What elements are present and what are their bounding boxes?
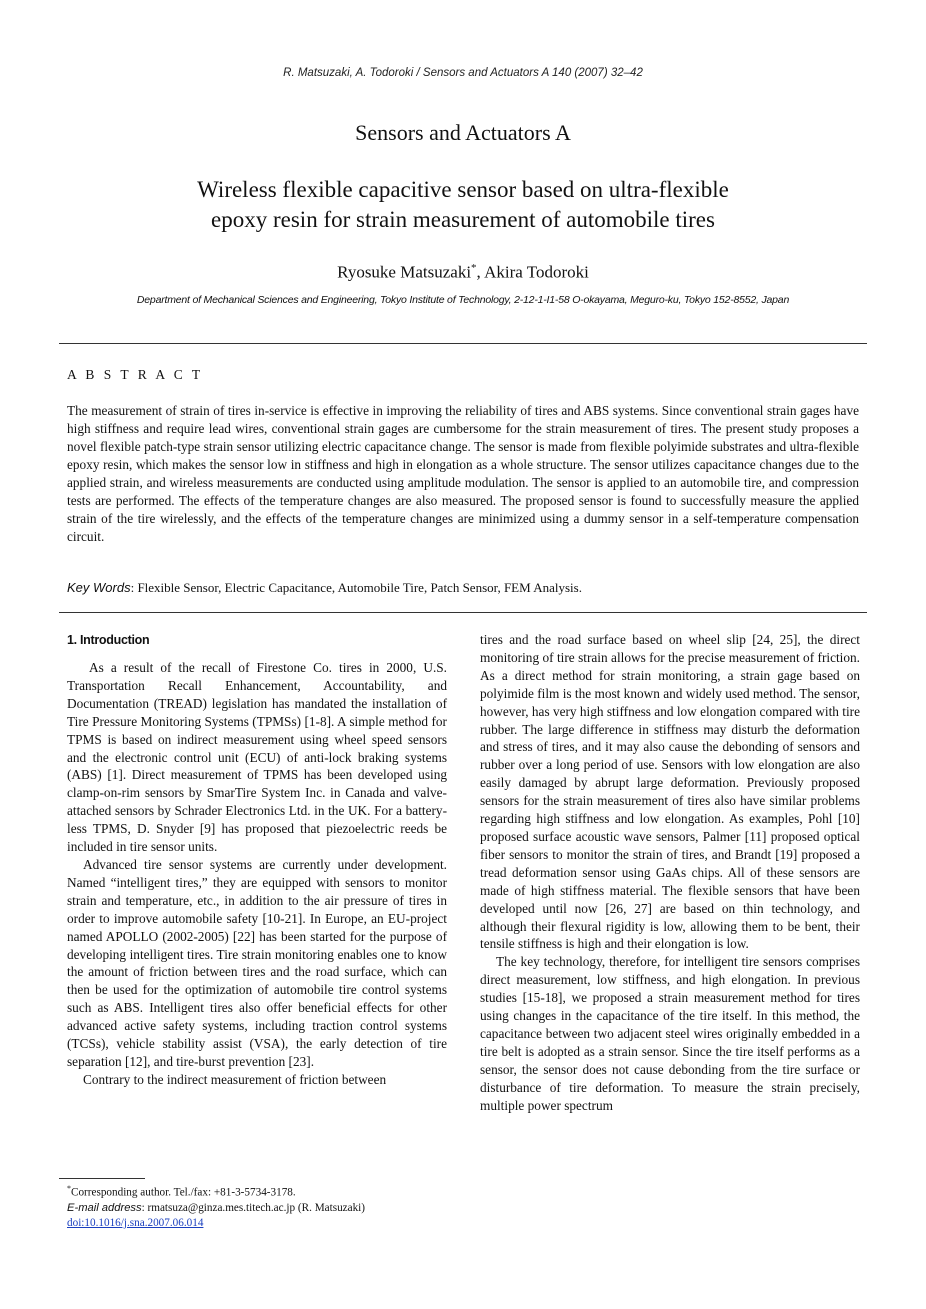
right-column (480, 631, 860, 1114)
paper-title-line-1: Wireless flexible capacitive sensor based on ultra-flexible (197, 177, 729, 202)
left-column (67, 631, 447, 1089)
corresponding-mark: * (471, 262, 477, 274)
running-header: R. Matsuzaki, A. Todoroki / Sensors and Actuators A 140 (2007) 32–42 (283, 67, 643, 79)
footnote-mark: * (67, 1184, 71, 1193)
author-todoroki: , Akira Todoroki (476, 262, 589, 282)
top-divider (59, 343, 867, 344)
email-address: : rmatsuza@ginza.mes.titech.ac.jp (R. Matsuzaki) (141, 1201, 366, 1214)
abstract-text: The measurement of strain of tires in-service is effective in improving the reliability of tires and ABS systems. Since conventional strain gages have high stiffness and require lead wires, conventional strain gages are cumbersome for the strain measurement of tires. The present study proposes a novel flexible patch-type strain sensor utilizing electric capacitance change. The sensor is made from flexible polyimide substrates and ultra-flexible epoxy resin, which makes the sensor low in stiffness and high in elongation as a whole structure. The sensor utilizes capacitance changes due to the applied strain, and wireless measurements are conducted using amplitude modulation. The sensor is applied to an automobile tire, and compression tests are performed. The effects of the temperature changes are also measured. The proposed sensor is found to successfully measure the applied strain of the tire wirelessly, and the effects of the temperature changes are minimized using a dummy sensor in a self-temperature compensation circuit. (67, 403, 859, 544)
keywords-list: : Flexible Sensor, Electric Capacitance, Automobile Tire, Patch Sensor, FEM Analysis. (130, 580, 582, 595)
author-matsuzaki: Ryosuke Matsuzaki (337, 262, 472, 282)
footnote (67, 1181, 467, 1231)
paragraph: Contrary to the indirect measurement of friction between (83, 1071, 387, 1087)
section-heading-introduction: 1. Introduction (67, 633, 150, 647)
email-label: E-mail address (67, 1201, 142, 1214)
paragraph: As a result of the recall of Firestone Co. tires in 2000, U.S. Transportation Recall Enhancement, Accountability, and Documentation (TREAD) legislation has mandated the installation of Tire Pressure Monitoring Systems (TPMSs) [1-8]. A simple method for TPMS is based on indirect measurement using wheel speed sensors and the electronic control unit (ECU) of anti-lock braking systems (ABS) [1]. Direct measurement of TPMS has been developed using clamp-on-rim sensors by SmarTire System Inc. in Canada and valve-attached sensors by Schrader Electronics Ltd. in the UK. For a battery-less TPMS, D. Snyder [9] has proposed that piezoelectric reeds be included in tire sensor units. (67, 660, 447, 855)
journal-name: Sensors and Actuators A (355, 120, 571, 145)
paragraph: tires and the road surface based on wheel slip [24, 25], the direct monitoring of tire strain allows for the precise measurement of friction. As a direct method for strain monitoring, a strain gage based on polyimide film is the most known and widely used method. The sensor, however, has very high stiffness and low elongation compared with tire rubber. The large difference in stiffness may disturb the deformation and stress of tires, and it may also cause the debonding of sensors and rubber over a long period of use. Sensors with low elongation are also easily damaged by abrupt large deformation. Previously proposed sensors for the strain measurement of tires also have similar problems regarding high stiffness and low elongation. As examples, Pohl [10] proposed surface acoustic wave sensors, Palmer [11] proposed optical fiber sensors to monitor the strain of tires, and Brandt [19] proposed a tread deformation sensor using GaAs chips. All of these sensors are made of high stiffness material. The flexible sensors that have been developed until now [26, 27] are based on thin technology, and although their flexural rigidity is low, allowing them to be bent, their tensile stiffness is high and their elongation is low. (480, 632, 860, 952)
abstract-divider (59, 612, 867, 613)
paper-title (100, 175, 826, 235)
paragraph: Advanced tire sensor systems are currently under development. Named “intelligent tires,” they are equipped with sensors to monitor strain and temperature, etc., in addition to the air pressure of tires in order to improve automobile safety [10-21]. In Europe, an EU-project named APOLLO (2002-2005) [22] has been started for the purpose of developing intelligent tires. Tire strain monitoring enables one to know the amount of friction between tires and the road surface, which can then be used for the optimization of automobile tire control systems such as ABS. Intelligent tires also offer beneficial effects for other advanced active safety systems, including traction control systems (TCSs), vehicle stability assist (VSA), the early detection of tire separation [12], and tire-burst prevention [23]. (67, 856, 447, 1069)
keywords-label: Key Words (67, 580, 131, 595)
footnote-email (67, 1201, 467, 1216)
abstract-heading: A B S T R A C T (67, 367, 204, 382)
affiliation: Department of Mechanical Sciences and Engineering, Tokyo Institute of Technology, 2-12-1-I1-58 O-okayama, Meguro-ku, Tokyo 152-8552, Japan (136, 294, 790, 306)
authors (0, 262, 926, 283)
footnote-corresponding: *Corresponding author. Tel./fax: +81-3-5734-3178. (67, 1184, 296, 1199)
doi-link[interactable]: doi:10.1016/j.sna.2007.06.014 (67, 1216, 204, 1229)
keywords (67, 580, 859, 596)
paper-title-line-2: epoxy resin for strain measurement of automobile tires (211, 207, 715, 232)
footnote-divider (59, 1178, 145, 1179)
paragraph: The key technology, therefore, for intelligent tire sensors comprises direct measurement, low stiffness, and high elongation. In previous studies [15-18], we proposed a strain measurement method for tires using changes in the capacitance of the tire itself. In this method, the capacitance between two adjacent steel wires originally embedded in a tire belt is adopted as a strain sensor. Since the tire itself performs as a sensor, the sensor does not cause debonding from the tire surface or disturbance of tire deformation. To measure the strain precisely, multiple power spectrum (480, 954, 860, 1113)
